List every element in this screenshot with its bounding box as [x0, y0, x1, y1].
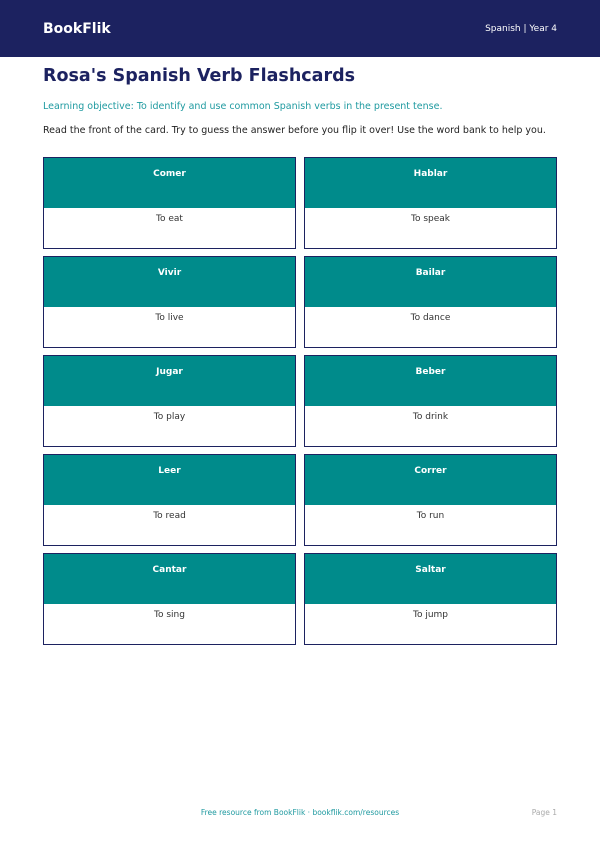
flashcard-front: Saltar	[305, 554, 556, 604]
header-bar	[0, 0, 600, 57]
flashcard-front: Hablar	[305, 158, 556, 208]
page-title: Rosa's Spanish Verb Flashcards	[43, 66, 356, 86]
flashcard-front: Leer	[44, 455, 295, 505]
flashcard[interactable]	[304, 355, 557, 447]
instructions-text: Read the front of the card. Try to guess the answer before you flip it over! Use the word bank to help you.	[43, 125, 546, 136]
page-number: Page 1	[531, 808, 557, 817]
flashcard-back: To live	[44, 307, 295, 347]
subject-year-label: Spanish | Year 4	[485, 23, 557, 34]
learning-objective: Learning objective: To identify and use common Spanish verbs in the present tense.	[43, 101, 443, 112]
brand-logo-text[interactable]: BookFlik	[43, 20, 111, 37]
flashcard-back: To drink	[305, 406, 556, 446]
flashcard[interactable]	[43, 553, 296, 645]
flashcard-front: Correr	[305, 455, 556, 505]
flashcard-front: Vivir	[44, 257, 295, 307]
flashcard-back: To play	[44, 406, 295, 446]
flashcard[interactable]	[304, 157, 557, 249]
flashcard-front: Bailar	[305, 257, 556, 307]
flashcard-back: To eat	[44, 208, 295, 248]
flashcard-back: To dance	[305, 307, 556, 347]
flashcard[interactable]	[43, 157, 296, 249]
flashcard[interactable]	[304, 553, 557, 645]
flashcard[interactable]	[304, 256, 557, 348]
flashcard[interactable]	[304, 454, 557, 546]
flashcard-grid	[43, 157, 557, 645]
footer-credit[interactable]: Free resource from BookFlik · bookflik.com/resources	[200, 808, 400, 817]
flashcard-front: Beber	[305, 356, 556, 406]
flashcard[interactable]	[43, 454, 296, 546]
flashcard[interactable]	[43, 256, 296, 348]
flashcard-back: To run	[305, 505, 556, 545]
flashcard-front: Cantar	[44, 554, 295, 604]
flashcard-back: To read	[44, 505, 295, 545]
flashcard[interactable]	[43, 355, 296, 447]
flashcard-front: Comer	[44, 158, 295, 208]
flashcard-back: To sing	[44, 604, 295, 644]
flashcard-back: To speak	[305, 208, 556, 248]
flashcard-front: Jugar	[44, 356, 295, 406]
flashcard-back: To jump	[305, 604, 556, 644]
